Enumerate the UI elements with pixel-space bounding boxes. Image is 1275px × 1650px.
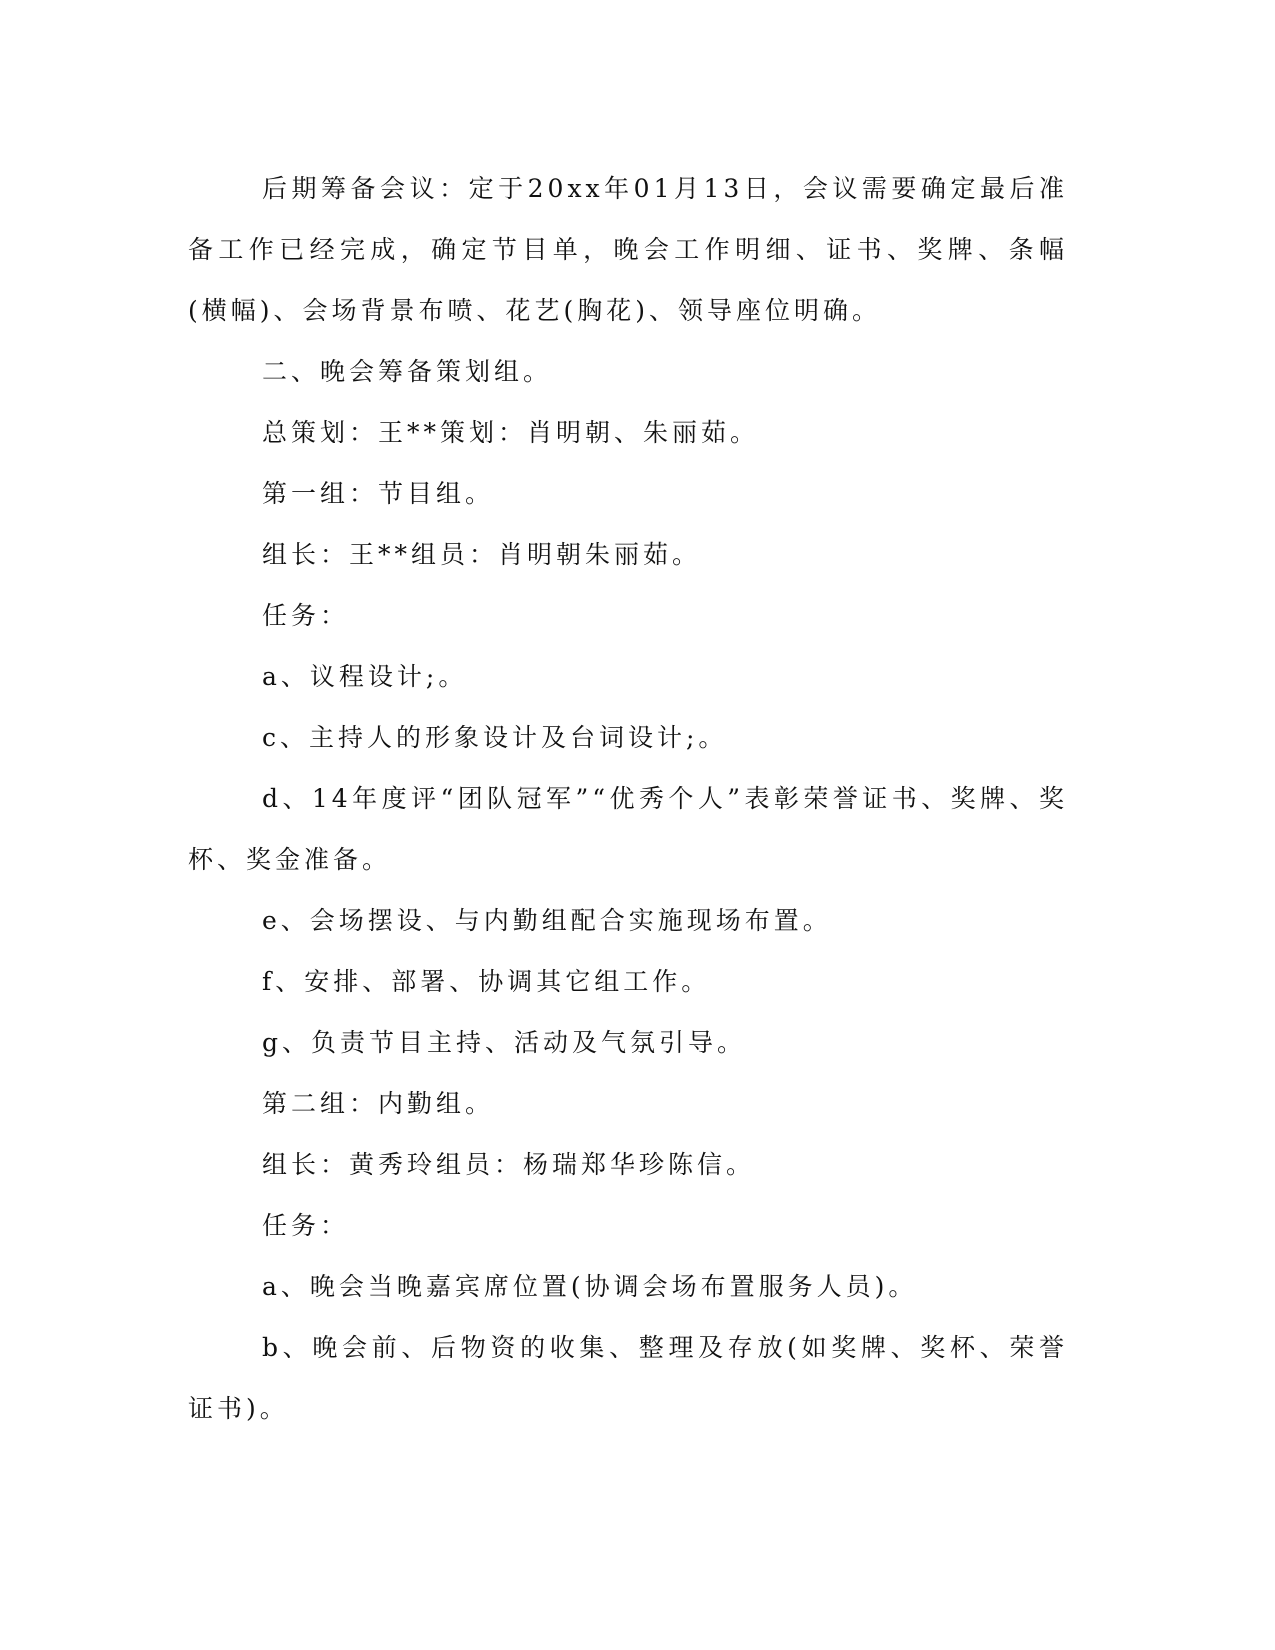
paragraph-chief-planner: 总策划：王**策划：肖明朝、朱丽茹。 (262, 418, 760, 447)
section-heading-planning-group: 二、晚会筹备策划组。 (262, 357, 553, 386)
task-item: g、负责节目主持、活动及气氛引导。 (262, 1028, 747, 1057)
task-item: a、晚会当晚嘉宾席位置(协调会场布置服务人员)。 (262, 1272, 918, 1301)
paragraph-program-group-members: 组长：王**组员：肖明朝朱丽茹。 (262, 540, 702, 569)
tasks-label: 任务： (262, 1211, 350, 1240)
group-heading-logistics: 第二组：内勤组。 (262, 1089, 495, 1118)
task-item: b、晚会前、后物资的收集、整理及存放(如奖牌、奖杯、荣誉证书)。 (188, 1333, 1068, 1423)
task-item: e、会场摆设、与内勤组配合实施现场布置。 (262, 906, 832, 935)
paragraph-logistics-group-members: 组长：黄秀玲组员：杨瑞郑华珍陈信。 (262, 1150, 756, 1179)
task-item: a、议程设计;。 (262, 662, 468, 691)
tasks-label: 任务： (262, 601, 350, 630)
paragraph-final-prep-meeting: 后期筹备会议：定于20xx年01月13日，会议需要确定最后准备工作已经完成，确定节目单，晚会工作明细、证书、奖牌、条幅(横幅)、会场背景布喷、花艺(胸花)、领导座位明确。 (188, 174, 1068, 325)
task-item: c、主持人的形象设计及台词设计;。 (262, 723, 728, 752)
task-item: d、14年度评“团队冠军”“优秀个人”表彰荣誉证书、奖牌、奖杯、奖金准备。 (188, 784, 1068, 874)
group-heading-program: 第一组：节目组。 (262, 479, 495, 508)
document-body (188, 158, 1068, 1439)
task-item: f、安排、部署、协调其它组工作。 (262, 967, 711, 996)
